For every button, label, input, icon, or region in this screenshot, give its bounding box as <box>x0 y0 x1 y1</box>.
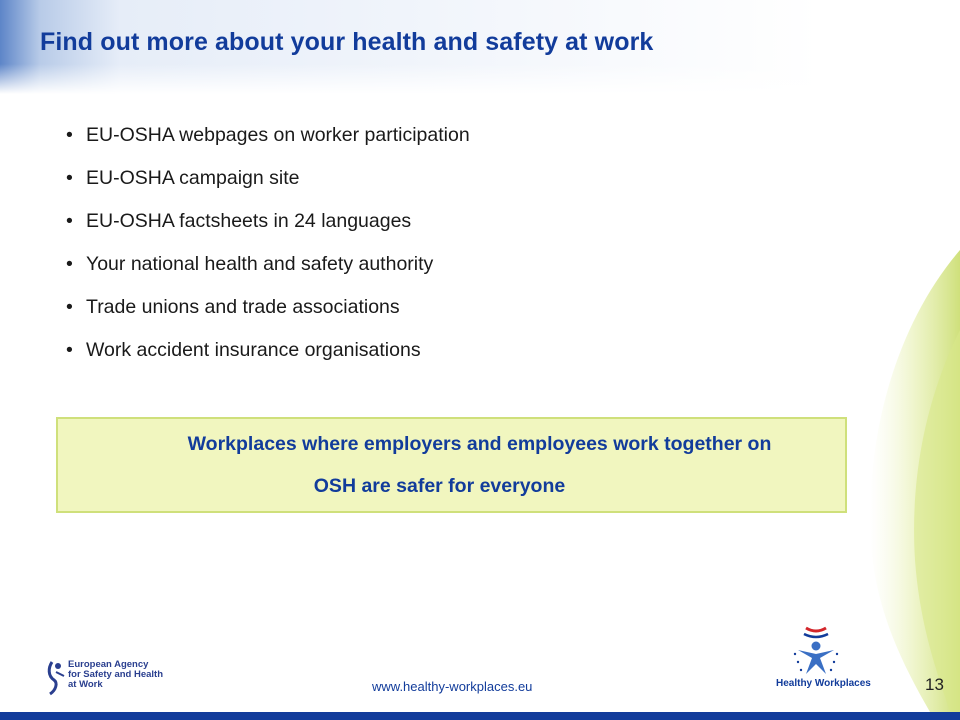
eu-osha-logo <box>46 660 176 696</box>
eu-osha-emblem-icon <box>46 660 66 696</box>
list-item <box>66 253 470 296</box>
page-number: 13 <box>925 675 944 694</box>
list-item-label: Work accident insurance organisations <box>86 339 421 361</box>
slide-title: Find out more about your health and safety at work <box>40 28 654 56</box>
list-item <box>66 167 470 210</box>
healthy-workplaces-logo-text: Healthy Workplaces <box>776 678 871 689</box>
list-item-label: Your national health and safety authority <box>86 253 434 275</box>
list-item-label: EU-OSHA campaign site <box>86 167 300 189</box>
bullet-icon: • <box>66 296 73 318</box>
list-item <box>66 339 470 382</box>
callout-box <box>56 417 847 513</box>
bullet-icon: • <box>66 210 73 232</box>
bullet-icon: • <box>66 124 73 146</box>
eu-osha-logo-text: European Agency for Safety and Health at Work <box>68 659 164 690</box>
list-item <box>66 296 470 339</box>
bullet-icon: • <box>66 253 73 275</box>
footer-url[interactable]: www.healthy-workplaces.eu <box>372 679 533 694</box>
callout-line-1: Workplaces where employers and employees work together on <box>187 433 772 455</box>
bullet-icon: • <box>66 339 73 361</box>
list-item <box>66 124 470 167</box>
healthy-workplaces-figure-icon <box>776 624 856 678</box>
list-item-label: EU-OSHA factsheets in 24 languages <box>86 210 412 232</box>
bottom-bar <box>0 712 960 720</box>
list-item <box>66 210 470 253</box>
callout-line-2: OSH are safer for everyone <box>313 475 566 497</box>
healthy-workplaces-logo <box>776 624 871 694</box>
list-item-label: EU-OSHA webpages on worker participation <box>86 124 470 146</box>
resource-list <box>66 124 470 382</box>
bullet-icon: • <box>66 167 73 189</box>
list-item-label: Trade unions and trade associations <box>86 296 400 318</box>
